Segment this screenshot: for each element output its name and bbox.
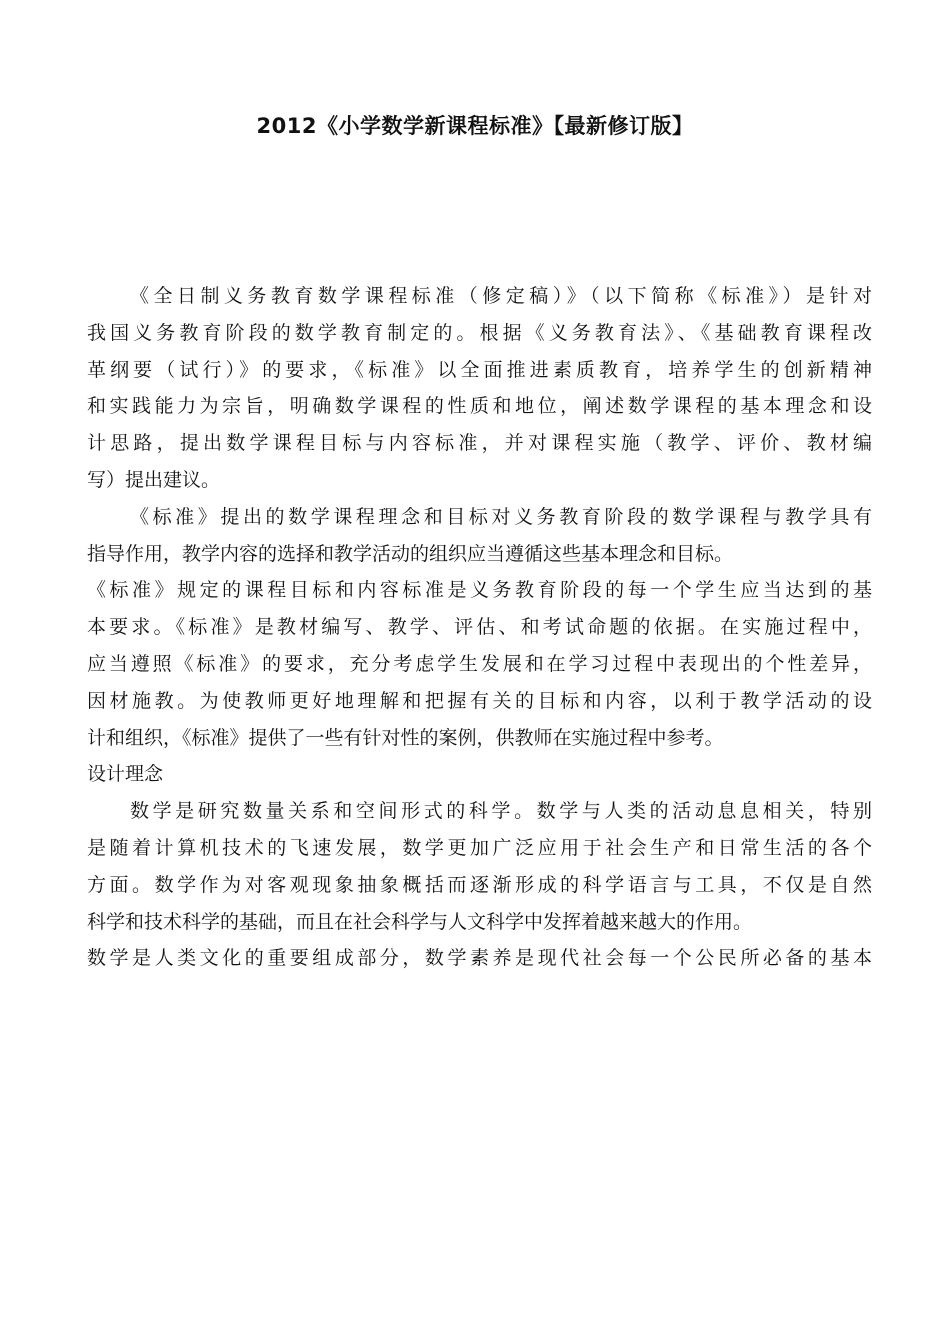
document-title: 2012《小学数学新课程标准》【最新修订版】: [256, 114, 694, 138]
text-line: 应当遵照《标准》的要求，充分考虑学生发展和在学习过程中表现出的个性差异，: [87, 652, 872, 675]
text-line: 写）提出建议。: [87, 468, 221, 491]
text-line: 本要求。《标准》是教材编写、教学、评估、和考试命题的依据。在实施过程中，: [87, 616, 872, 639]
text-line: 数学是研究数量关系和空间形式的科学。数学与人类的活动息息相关，特别: [130, 800, 872, 823]
text-line: 计思路，提出数学课程目标与内容标准，并对课程实施（教学、评价、教材编: [87, 432, 872, 455]
text-line: 方面。数学作为对客观现象抽象概括而逐渐形成的科学语言与工具，不仅是自然: [87, 873, 872, 896]
text-line: 和实践能力为宗旨，明确数学课程的性质和地位，阐述数学课程的基本理念和设: [87, 395, 872, 418]
text-line: 我国义务教育阶段的数学教育制定的。根据《义务教育法》、《基础教育课程改: [87, 321, 872, 344]
text-line: 是随着计算机技术的飞速发展，数学更加广泛应用于社会生产和日常生活的各个: [87, 836, 872, 859]
text-line: 指导作用，教学内容的选择和教学活动的组织应当遵循这些基本理念和目标。: [87, 542, 734, 565]
paragraph-standard-role: [87, 499, 872, 757]
text-line: 因材施教。为使教师更好地理解和把握有关的目标和内容，以利于教学活动的设: [87, 689, 872, 712]
paragraph-design-concept: [87, 793, 872, 977]
text-line: 数学是人类文化的重要组成部分，数学素养是现代社会每一个公民所必备的基本: [87, 947, 872, 970]
paragraph-intro: [87, 278, 872, 499]
text-line: 计和组织，《标准》提供了一些有针对性的案例，供教师在实施过程中参考。: [87, 726, 724, 749]
text-line: 科学和技术科学的基础，而且在社会科学与人文科学中发挥着越来越大的作用。: [87, 910, 753, 933]
text-line: 《标准》提出的数学课程理念和目标对义务教育阶段的数学课程与教学具有: [130, 505, 872, 528]
text-line: 革纲要（试行）》的要求，《标准》以全面推进素质教育，培养学生的创新精神: [87, 358, 872, 381]
text-line: 《全日制义务教育数学课程标准（修定稿）》（以下简称《标准》）是针对: [130, 285, 872, 307]
text-line: 《标准》规定的课程目标和内容标准是义务教育阶段的每一个学生应当达到的基: [87, 579, 872, 602]
section-heading: 设计理念: [87, 763, 164, 786]
document-body: [87, 278, 872, 977]
